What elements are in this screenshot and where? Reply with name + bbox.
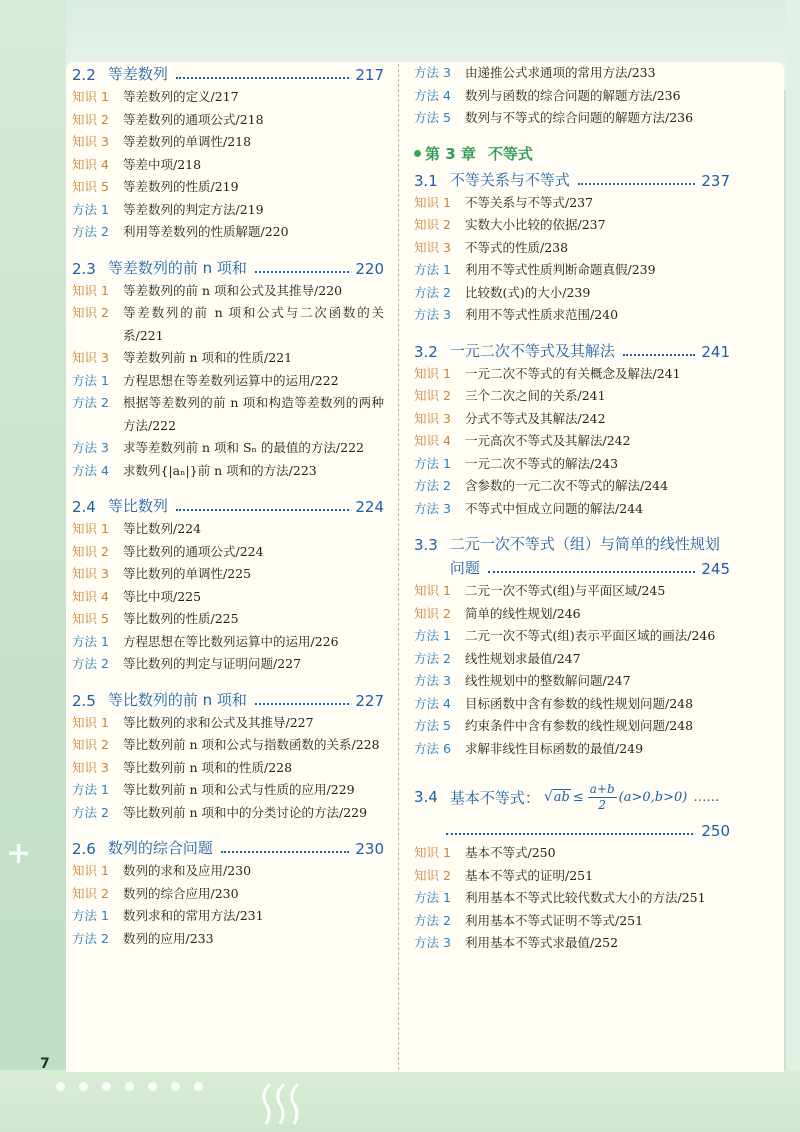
toc-entry[interactable] — [72, 154, 384, 177]
section-title: 不等关系与不等式 — [449, 170, 570, 189]
section-page: 241 — [701, 342, 730, 361]
entry-text: 等差数列前 n 项和的性质/221 — [123, 350, 293, 365]
toc-entry[interactable] — [414, 625, 730, 648]
entry-text: 等差数列的单调性/218 — [123, 134, 252, 149]
toc-entry[interactable] — [72, 802, 384, 825]
entry-text: 等比数列前 n 项和的性质/228 — [123, 759, 293, 775]
toc-entry[interactable] — [414, 670, 730, 693]
knowledge-tag: 知识 1 — [72, 89, 109, 104]
method-tag: 方法 1 — [72, 372, 109, 388]
leader-dots — [446, 833, 693, 835]
section-title: 等差数列 — [107, 65, 168, 83]
toc-entry[interactable] — [72, 131, 384, 154]
toc-entry[interactable] — [72, 460, 384, 483]
section-heading[interactable] — [72, 688, 384, 710]
background-left — [0, 0, 66, 1132]
section-heading[interactable] — [72, 62, 384, 84]
entry-text: 三个二次之间的关系/241 — [465, 388, 606, 403]
method-tag: 方法 2 — [72, 804, 109, 820]
section — [72, 62, 384, 244]
leader-dots — [255, 703, 349, 705]
knowledge-tag: 知识 3 — [72, 350, 109, 365]
chapter-title: 不等式 — [487, 145, 533, 163]
section-number: 2.5 — [72, 691, 96, 710]
toc-entry[interactable] — [414, 304, 730, 327]
knowledge-tag: 知识 1 — [72, 282, 109, 298]
section-heading[interactable] — [414, 168, 730, 190]
toc-entry[interactable] — [72, 86, 384, 109]
inequality-formula: √ ab ≤ $\frac{a+b}{2}$ (a>0,b>0) …… — [543, 781, 720, 812]
method-tag: 方法 4 — [414, 695, 451, 711]
toc-entry[interactable] — [414, 842, 730, 865]
entry-text: 等比数列前 n 项和公式与指数函数的关系/228 — [123, 737, 380, 752]
method-tag: 方法 2 — [414, 284, 451, 300]
leader-dots — [176, 77, 349, 79]
section-heading[interactable] — [72, 836, 384, 858]
knowledge-tag: 知识 2 — [414, 388, 451, 403]
method-tag: 方法 1 — [414, 262, 451, 277]
entry-text: 实数大小比较的依据/237 — [465, 217, 606, 232]
toc-entry[interactable] — [414, 214, 730, 237]
section-number: 3.1 — [414, 171, 438, 190]
entry-text: 等比数列/224 — [123, 521, 202, 536]
toc-entry[interactable] — [72, 608, 384, 631]
section-number: 3.2 — [414, 342, 438, 361]
entry-text: 求解非线性目标函数的最值/249 — [465, 740, 644, 756]
entry-text: 一元二次不等式的有关概念及解法/241 — [465, 365, 681, 381]
knowledge-tag: 知识 2 — [72, 543, 109, 559]
method-tag: 方法 4 — [414, 87, 451, 103]
toc-entry[interactable] — [414, 887, 730, 910]
section-title: 一元二次不等式及其解法 — [449, 341, 615, 360]
formula-sqrt: ab — [553, 789, 570, 805]
decorative-dots — [56, 1082, 217, 1091]
page-number: 7 — [40, 1056, 50, 1072]
method-tag: 方法 3 — [414, 307, 451, 322]
knowledge-tag: 知识 1 — [414, 845, 451, 860]
toc-entry[interactable] — [72, 518, 384, 541]
left-column — [72, 62, 384, 962]
entry-text: 根据等差数列的前 n 项和构造等差数列的两种方法/222 — [123, 395, 384, 433]
section-page: 217 — [355, 66, 384, 84]
section-number: 3.3 — [414, 536, 438, 554]
formula-numerator: a+b — [589, 781, 615, 796]
method-tag: 方法 2 — [72, 224, 109, 239]
entry-text: 利用基本不等式比较代数式大小的方法/251 — [465, 890, 706, 905]
toc-entry[interactable] — [414, 453, 730, 476]
entry-text: 利用不等式性质判断命题真假/239 — [465, 262, 656, 277]
toc-entry[interactable] — [72, 905, 384, 928]
knowledge-tag: 知识 2 — [72, 111, 109, 127]
section-number: 2.3 — [72, 259, 96, 278]
entry-text: 数列与不等式的综合问题的解题方法/236 — [465, 110, 694, 125]
toc-entry[interactable] — [414, 603, 730, 626]
section-page: 250 — [701, 822, 730, 840]
toc-entry[interactable] — [72, 860, 384, 883]
formula-trail: …… — [693, 789, 720, 805]
leader-dots — [578, 183, 695, 185]
knowledge-tag: 知识 2 — [414, 605, 451, 621]
toc-entry[interactable] — [72, 392, 384, 437]
section-leader-line[interactable] — [414, 816, 730, 840]
entry-text: 等差数列的前 n 项和公式与二次函数的关系/221 — [123, 305, 384, 343]
knowledge-tag: 知识 3 — [414, 239, 451, 255]
entry-text: 数列的求和及应用/230 — [123, 863, 252, 878]
method-tag: 方法 3 — [414, 65, 451, 80]
method-tag: 方法 2 — [72, 656, 109, 671]
toc-entry[interactable] — [72, 347, 384, 370]
entry-text: 比较数(式)的大小/239 — [465, 284, 591, 300]
section-title: 等差数列的前 n 项和 — [107, 258, 247, 277]
knowledge-tag: 知识 5 — [72, 179, 109, 194]
entry-text: 数列与函数的综合问题的解题方法/236 — [465, 87, 681, 103]
toc-entry[interactable] — [414, 107, 730, 130]
entry-text: 等差数列的判定方法/219 — [123, 201, 264, 217]
entry-text: 等差数列的通项公式/218 — [123, 111, 264, 127]
toc-entry[interactable] — [414, 715, 730, 738]
toc-entry[interactable] — [414, 475, 730, 498]
method-tag: 方法 1 — [414, 455, 451, 471]
toc-entry[interactable] — [72, 221, 384, 244]
entry-text: 等比数列前 n 项和公式与性质的应用/229 — [123, 782, 355, 797]
toc-entry[interactable] — [414, 932, 730, 955]
toc-entry[interactable] — [72, 563, 384, 586]
knowledge-tag: 知识 3 — [72, 566, 109, 581]
toc-entry[interactable] — [72, 883, 384, 906]
knowledge-tag: 知识 4 — [414, 433, 451, 448]
plus-decoration: + — [6, 836, 32, 871]
toc-entry[interactable] — [414, 865, 730, 888]
entry-text: 基本不等式的证明/251 — [465, 867, 594, 883]
entry-text: 利用等差数列的性质解题/220 — [123, 224, 289, 239]
toc-entry[interactable] — [72, 631, 384, 654]
entry-text: 等比数列的单调性/225 — [123, 566, 252, 581]
entry-text: 含参数的一元二次不等式的解法/244 — [465, 478, 669, 493]
knowledge-tag: 知识 1 — [414, 583, 451, 598]
leader-dots — [176, 509, 349, 511]
knowledge-tag: 知识 1 — [72, 521, 109, 536]
toc-entry[interactable] — [72, 302, 384, 347]
toc-entry[interactable] — [414, 85, 730, 108]
entry-text: 等差数列的性质/219 — [123, 179, 239, 194]
entry-text: 数列的应用/233 — [123, 930, 214, 946]
method-tag: 方法 1 — [72, 633, 109, 649]
toc-entry[interactable] — [72, 712, 384, 735]
section — [72, 256, 384, 483]
method-tag: 方法 1 — [414, 890, 451, 905]
entry-text: 等比数列的判定与证明问题/227 — [123, 656, 302, 671]
section-heading[interactable] — [72, 256, 384, 278]
method-tag: 方法 1 — [72, 782, 109, 797]
toc-entry[interactable] — [72, 280, 384, 303]
entry-text: 等差数列的定义/217 — [123, 89, 239, 104]
leader-dots — [488, 571, 695, 573]
entry-text: 分式不等式及其解法/242 — [465, 410, 606, 426]
toc-entry[interactable] — [414, 408, 730, 431]
section-number: 3.4 — [414, 788, 438, 806]
entry-text: 等比数列的求和公式及其推导/227 — [123, 714, 314, 730]
knowledge-tag: 知识 2 — [72, 305, 109, 320]
knowledge-tag: 知识 2 — [72, 885, 109, 901]
entry-text: 不等式的性质/238 — [465, 239, 569, 255]
background-right — [786, 0, 800, 1132]
section-title: 基本不等式： — [449, 788, 540, 807]
toc-entry[interactable] — [414, 385, 730, 408]
toc-entry[interactable] — [414, 648, 730, 671]
method-tag: 方法 1 — [414, 628, 451, 643]
method-tag: 方法 3 — [414, 935, 451, 950]
toc-entry[interactable] — [414, 282, 730, 305]
entry-text: 求等差数列前 n 项和 Sₙ 的最值的方法/222 — [123, 440, 364, 455]
section-page: 227 — [355, 691, 384, 710]
knowledge-tag: 知识 1 — [72, 863, 109, 878]
toc-entry[interactable] — [414, 363, 730, 386]
toc-entry[interactable] — [414, 192, 730, 215]
entry-text: 等比数列的性质/225 — [123, 611, 239, 626]
chapter-heading[interactable] — [414, 142, 730, 166]
entry-text: 等差数列的前 n 项和公式及其推导/220 — [123, 282, 343, 298]
toc-entry[interactable] — [72, 109, 384, 132]
toc-entry[interactable] — [414, 580, 730, 603]
knowledge-tag: 知识 5 — [72, 611, 109, 626]
method-tag: 方法 2 — [414, 912, 451, 928]
section-heading[interactable] — [414, 780, 730, 814]
method-tag: 方法 2 — [414, 478, 451, 493]
section-title: 等比数列 — [107, 497, 168, 515]
background-bottom — [0, 1070, 800, 1132]
leader-dots — [623, 354, 695, 356]
formula-le: ≤ — [572, 789, 584, 805]
section-title: 二元一次不等式（组）与简单的线性规划 — [449, 535, 720, 553]
method-tag: 方法 3 — [414, 673, 451, 688]
toc-entry[interactable] — [72, 541, 384, 564]
toc-entry[interactable] — [72, 370, 384, 393]
section-page: 230 — [355, 840, 384, 858]
toc-entry[interactable] — [72, 437, 384, 460]
section — [72, 836, 384, 950]
entry-text: 线性规划中的整数解问题/247 — [465, 673, 631, 688]
section-heading-continued[interactable] — [414, 556, 730, 578]
knowledge-tag: 知识 4 — [72, 156, 109, 172]
entry-text: 方程思想在等比数列运算中的运用/226 — [123, 633, 339, 649]
entry-text: 利用基本不等式证明不等式/251 — [465, 912, 644, 928]
section-heading[interactable] — [414, 532, 730, 554]
entry-text: 线性规划求最值/247 — [465, 650, 581, 666]
knowledge-tag: 知识 1 — [72, 714, 109, 730]
toc-entry[interactable] — [72, 199, 384, 222]
entry-text: 数列的综合应用/230 — [123, 885, 239, 901]
knowledge-tag: 知识 2 — [414, 867, 451, 883]
entry-text: 数列求和的常用方法/231 — [123, 908, 264, 923]
section-items — [414, 842, 730, 955]
chapter-3-sections — [414, 168, 730, 521]
entry-text: 一元高次不等式及其解法/242 — [465, 433, 631, 448]
entry-text: 二元一次不等式(组)表示平面区域的画法/246 — [465, 628, 716, 643]
toc-entry[interactable] — [414, 693, 730, 716]
entry-text: 利用基本不等式求最值/252 — [465, 935, 619, 950]
chapter-label: 第 3 章 — [425, 145, 476, 163]
section — [72, 688, 384, 825]
knowledge-tag: 知识 1 — [414, 365, 451, 381]
column-divider — [398, 64, 399, 1070]
toc-entry[interactable] — [72, 928, 384, 951]
entry-text: 求数列{|aₙ|}前 n 项和的方法/223 — [123, 462, 317, 478]
chapter-bullet-icon — [414, 150, 421, 157]
toc-entry[interactable] — [72, 176, 384, 199]
toc-entry[interactable] — [414, 430, 730, 453]
knowledge-tag: 知识 2 — [414, 217, 451, 232]
entry-text: 二元一次不等式(组)与平面区域/245 — [465, 583, 666, 598]
leader-dots — [221, 851, 349, 853]
section-title: 等比数列的前 n 项和 — [107, 690, 247, 709]
method-tag: 方法 2 — [72, 395, 109, 410]
method-tag: 方法 4 — [72, 462, 109, 478]
right-column — [414, 62, 730, 967]
toc-entry[interactable] — [72, 586, 384, 609]
method-tag: 方法 6 — [414, 740, 451, 756]
wave-decoration — [262, 1080, 332, 1126]
section — [72, 494, 384, 676]
section-title: 数列的综合问题 — [107, 839, 213, 857]
method-tag: 方法 5 — [414, 718, 451, 733]
section-page: 237 — [701, 171, 730, 190]
method-tag: 方法 3 — [72, 440, 109, 455]
knowledge-tag: 知识 1 — [414, 194, 451, 210]
section — [414, 168, 730, 327]
toc-entry[interactable] — [72, 779, 384, 802]
section-page: 224 — [355, 498, 384, 516]
entry-text: 简单的线性规划/246 — [465, 605, 581, 621]
method-tag: 方法 5 — [414, 110, 451, 125]
method-tag: 方法 2 — [72, 930, 109, 946]
knowledge-tag: 知识 3 — [72, 759, 109, 775]
knowledge-tag: 知识 4 — [72, 588, 109, 604]
entry-text: 利用不等式性质求范围/240 — [465, 307, 619, 322]
method-tag: 方法 3 — [414, 500, 451, 516]
section — [414, 339, 730, 521]
toc-entry[interactable] — [72, 653, 384, 676]
entry-text: 不等式中恒成立问题的解法/244 — [465, 500, 644, 516]
entry-text: 等比数列的通项公式/224 — [123, 543, 264, 559]
toc-entry[interactable] — [414, 738, 730, 761]
section-heading[interactable] — [72, 494, 384, 516]
section-number: 2.6 — [72, 840, 96, 858]
method-tag: 方法 1 — [72, 201, 109, 217]
leader-dots — [255, 271, 349, 273]
section-number: 2.2 — [72, 66, 96, 84]
entry-text: 约束条件中含有参数的线性规划问题/248 — [465, 718, 694, 733]
section-heading[interactable] — [414, 339, 730, 361]
toc-entry[interactable] — [72, 757, 384, 780]
entry-text: 目标函数中含有参数的线性规划问题/248 — [465, 695, 694, 711]
knowledge-tag: 知识 2 — [72, 737, 109, 752]
knowledge-tag: 知识 3 — [72, 134, 109, 149]
section-number: 2.4 — [72, 498, 96, 516]
toc-entry[interactable] — [414, 62, 730, 85]
entry-text: 等比中项/225 — [123, 588, 202, 604]
continued-section — [414, 62, 730, 130]
section-page: 220 — [355, 259, 384, 278]
knowledge-tag: 知识 3 — [414, 410, 451, 426]
method-tag: 方法 2 — [414, 650, 451, 666]
entry-text: 基本不等式/250 — [465, 845, 556, 860]
toc-entry[interactable] — [414, 498, 730, 521]
entry-text: 方程思想在等差数列运算中的运用/222 — [123, 372, 339, 388]
entry-text: 由递推公式求通项的常用方法/233 — [465, 65, 656, 80]
toc-entry[interactable] — [414, 237, 730, 260]
entry-text: 一元二次不等式的解法/243 — [465, 455, 619, 471]
section-page: 245 — [701, 560, 730, 578]
section-title-continued: 问题 — [449, 559, 480, 577]
method-tag: 方法 1 — [72, 908, 109, 923]
entry-text: 等差中项/218 — [123, 156, 202, 172]
toc-entry[interactable] — [414, 259, 730, 282]
section-3-3 — [414, 532, 730, 760]
formula-denominator: 2 — [598, 797, 607, 812]
section-3-4 — [414, 780, 730, 955]
section-items — [414, 580, 730, 760]
entry-text: 等比数列前 n 项和中的分类讨论的方法/229 — [123, 804, 368, 820]
formula-condition: (a>0,b>0) — [618, 789, 688, 805]
entry-text: 不等关系与不等式/237 — [465, 194, 594, 210]
toc-entry[interactable] — [72, 734, 384, 757]
toc-entry[interactable] — [414, 910, 730, 933]
